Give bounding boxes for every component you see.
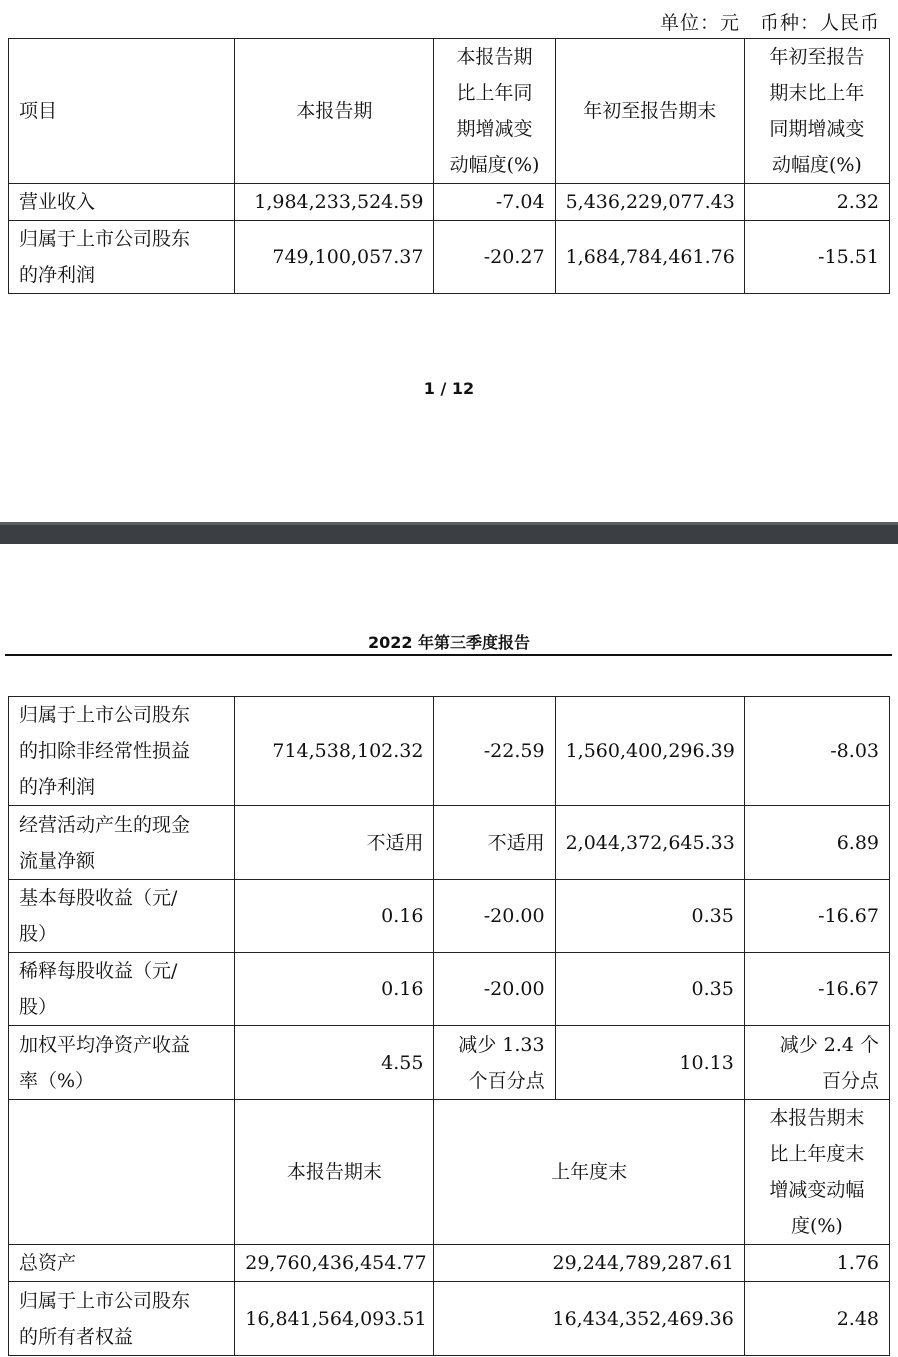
cell-ytd: 1,684,784,461.76	[555, 221, 744, 294]
cell-change: 2.48	[744, 1282, 889, 1356]
table-row	[9, 1026, 890, 1100]
cell-current: 0.16	[235, 953, 434, 1026]
header-prior-year-end: 上年度末	[434, 1100, 744, 1245]
cell-change: 不适用	[434, 806, 555, 880]
table-row	[9, 184, 890, 221]
cell-current: 749,100,057.37	[235, 221, 434, 294]
row-item: 归属于上市公司股东 的扣除非经常性损益 的净利润	[9, 697, 235, 806]
header-current-period: 本报告期	[235, 39, 434, 184]
header-current-change: 本报告期 比上年同 期增减变 动幅度(%)	[434, 39, 555, 184]
row-item: 加权平均净资产收益 率（%）	[9, 1026, 235, 1100]
cell-ytd: 1,560,400,296.39	[555, 697, 744, 806]
cell-current: 4.55	[235, 1026, 434, 1100]
cell-ytd-change: 减少 2.4 个 百分点	[744, 1026, 889, 1100]
header-ytd-change: 年初至报告 期末比上年 同期增减变 动幅度(%)	[744, 39, 889, 184]
cell-change: -7.04	[434, 184, 555, 221]
cell-ytd-change: -15.51	[744, 221, 889, 294]
balance-header-row	[9, 1100, 890, 1245]
table-row	[9, 1282, 890, 1356]
cell-ytd: 0.35	[555, 953, 744, 1026]
table-row	[9, 221, 890, 294]
cell-period-end: 29,760,436,454.77	[235, 1245, 434, 1282]
financial-table-bottom	[8, 696, 890, 1356]
row-item: 经营活动产生的现金 流量净额	[9, 806, 235, 880]
cell-period-end: 16,841,564,093.51	[235, 1282, 434, 1356]
cell-current: 1,984,233,524.59	[235, 184, 434, 221]
cell-change: 1.76	[744, 1245, 889, 1282]
cell-current: 714,538,102.32	[235, 697, 434, 806]
cell-ytd: 5,436,229,077.43	[555, 184, 744, 221]
cell-change: -20.00	[434, 880, 555, 953]
header-period-end: 本报告期末	[235, 1100, 434, 1245]
cell-ytd-change: 2.32	[744, 184, 889, 221]
header-ytd: 年初至报告期末	[555, 39, 744, 184]
cell-ytd: 0.35	[555, 880, 744, 953]
page-separator	[0, 522, 898, 544]
row-item: 归属于上市公司股东 的所有者权益	[9, 1282, 235, 1356]
row-item: 总资产	[9, 1245, 235, 1282]
cell-prior-year-end: 29,244,789,287.61	[434, 1245, 744, 1282]
cell-change: -20.00	[434, 953, 555, 1026]
report-title: 2022 年第三季度报告	[367, 633, 531, 652]
cell-ytd-change: -8.03	[744, 697, 889, 806]
cell-ytd-change: -16.67	[744, 953, 889, 1026]
cell-ytd-change: 6.89	[744, 806, 889, 880]
cell-current: 0.16	[235, 880, 434, 953]
table-row	[9, 1245, 890, 1282]
cell-change: 减少 1.33 个百分点	[434, 1026, 555, 1100]
cell-prior-year-end: 16,434,352,469.36	[434, 1282, 744, 1356]
cell-change: -22.59	[434, 697, 555, 806]
row-item: 营业收入	[9, 184, 235, 221]
page-number: 1 / 12	[423, 379, 475, 398]
table-row	[9, 697, 890, 806]
financial-table-top	[8, 38, 890, 294]
header-rule	[5, 654, 892, 656]
row-item: 归属于上市公司股东 的净利润	[9, 221, 235, 294]
cell-current: 不适用	[235, 806, 434, 880]
table-header-row	[9, 39, 890, 184]
cell-ytd: 10.13	[555, 1026, 744, 1100]
header-item-empty	[9, 1100, 235, 1245]
cell-ytd: 2,044,372,645.33	[555, 806, 744, 880]
unit-currency-note: 单位：元 币种：人民币	[659, 12, 880, 34]
header-item: 项目	[9, 39, 235, 184]
cell-ytd-change: -16.67	[744, 880, 889, 953]
table-row	[9, 880, 890, 953]
table-row	[9, 953, 890, 1026]
table-row	[9, 806, 890, 880]
row-item: 基本每股收益（元/ 股）	[9, 880, 235, 953]
cell-change: -20.27	[434, 221, 555, 294]
header-balance-change: 本报告期末 比上年度末 增减变动幅 度(%)	[744, 1100, 889, 1245]
row-item: 稀释每股收益（元/ 股）	[9, 953, 235, 1026]
